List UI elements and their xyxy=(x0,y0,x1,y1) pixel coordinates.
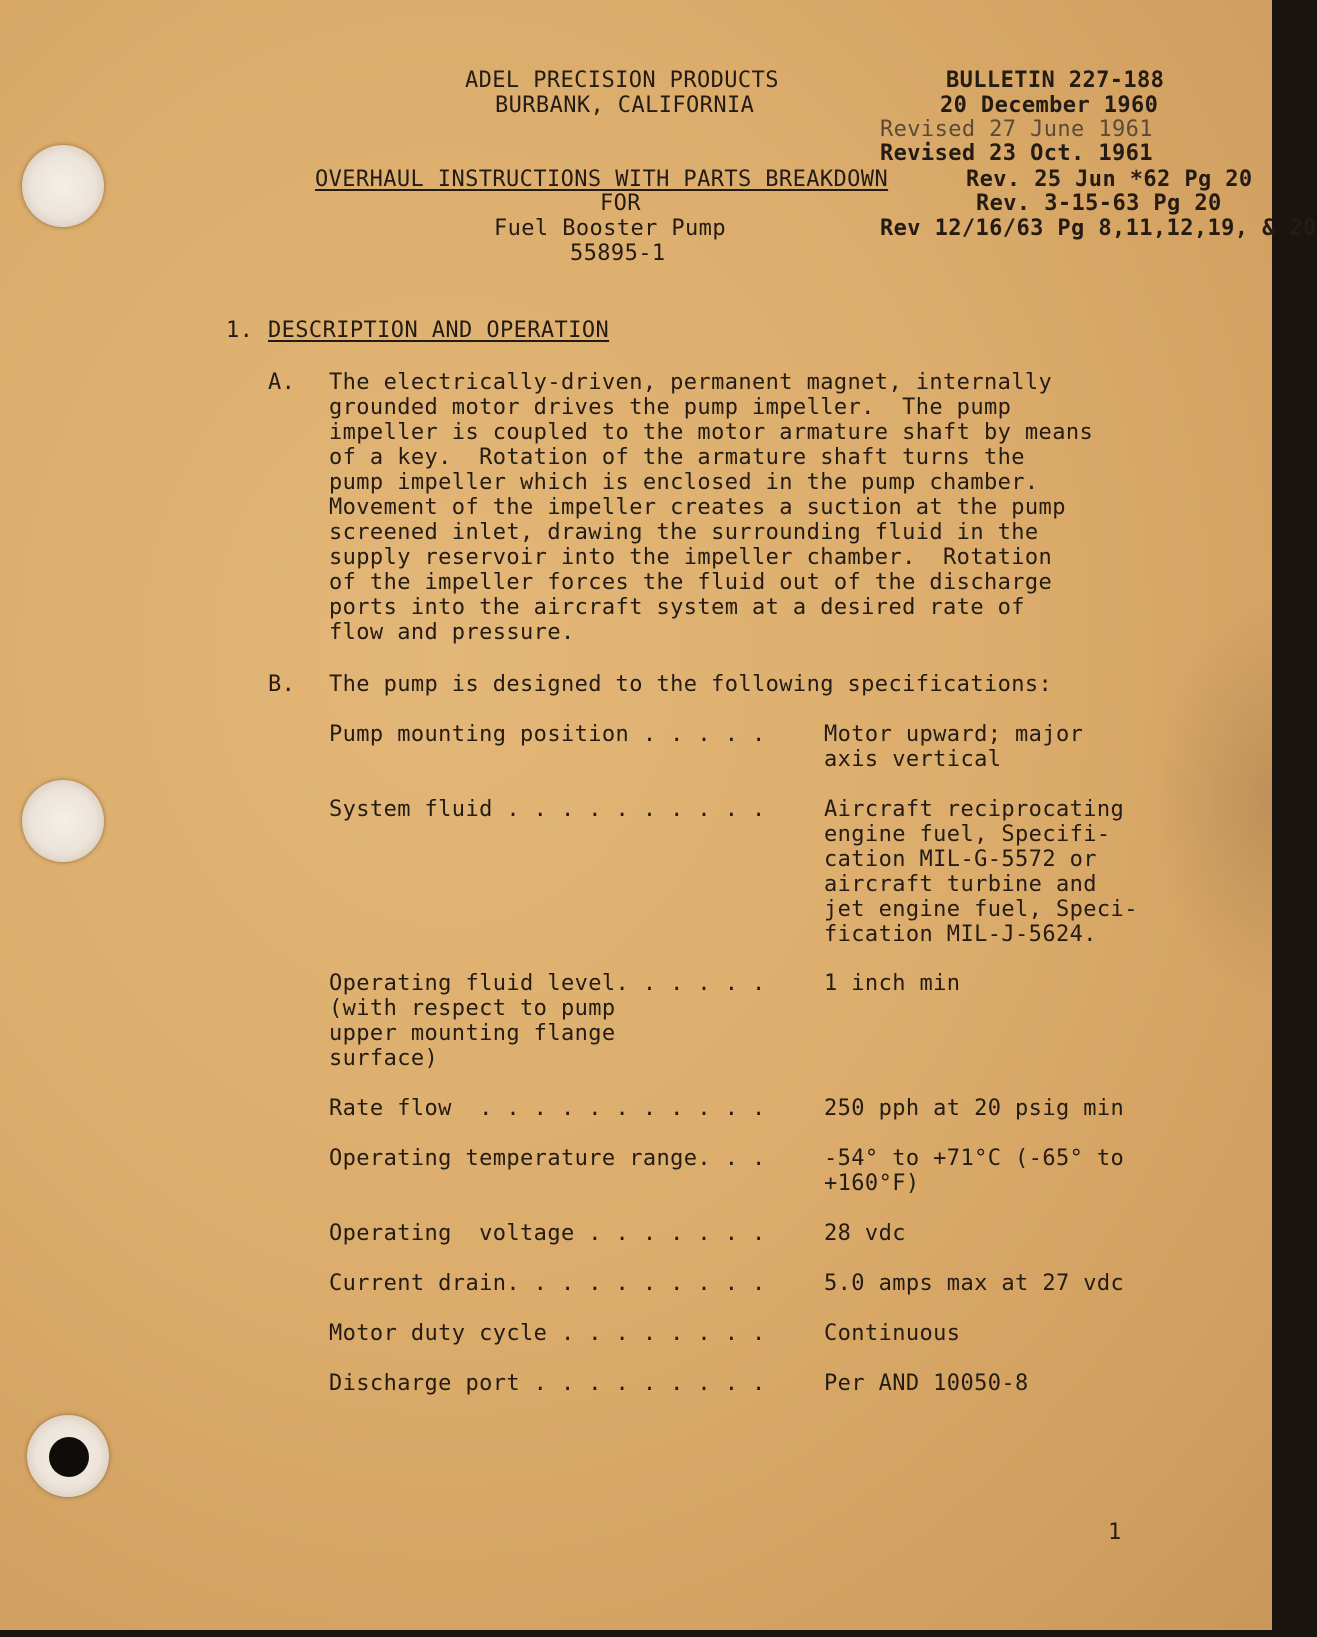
spec-value: aircraft turbine and xyxy=(824,872,1097,897)
paragraph-marker: B. xyxy=(268,672,296,697)
paragraph-line: of the impeller forces the fluid out of the discharge xyxy=(329,570,1053,595)
spec-label: surface) xyxy=(329,1046,439,1071)
spec-value: Motor upward; major xyxy=(824,722,1084,747)
spec-label: Rate flow . . . . . . . . . . . xyxy=(329,1096,766,1121)
paragraph-b-intro: The pump is designed to the following specifications: xyxy=(329,672,1053,697)
spec-label: Operating voltage . . . . . . . xyxy=(329,1221,766,1246)
spec-label: Pump mounting position . . . . . xyxy=(329,722,766,747)
revision-note: Revised 27 June 1961 xyxy=(880,117,1153,142)
paragraph-line: The electrically-driven, permanent magnet, internally xyxy=(329,370,1053,395)
paragraph-line: Movement of the impeller creates a suction at the pump xyxy=(329,495,1066,520)
document-title: OVERHAUL INSTRUCTIONS WITH PARTS BREAKDOWN xyxy=(315,167,889,192)
spec-value: -54° to +71°C (-65° to xyxy=(824,1146,1125,1171)
spec-value: Per AND 10050-8 xyxy=(824,1371,1029,1396)
spec-value: Aircraft reciprocating xyxy=(824,797,1125,822)
spec-value: engine fuel, Specifi- xyxy=(824,822,1111,847)
spec-label: Motor duty cycle . . . . . . . . xyxy=(329,1321,766,1346)
spec-label: Operating temperature range. . . xyxy=(329,1146,766,1171)
punch-hole xyxy=(22,145,104,227)
paragraph-line: grounded motor drives the pump impeller. The pump xyxy=(329,395,1012,420)
spec-label: System fluid . . . . . . . . . . xyxy=(329,797,766,822)
revision-note: Rev. 25 Jun *62 Pg 20 xyxy=(966,167,1253,192)
spec-value: +160°F) xyxy=(824,1171,920,1196)
bulletin-number: BULLETIN 227-188 xyxy=(946,68,1165,93)
spec-value: jet engine fuel, Speci- xyxy=(824,897,1138,922)
spec-label: Discharge port . . . . . . . . . xyxy=(329,1371,766,1396)
paragraph-line: pump impeller which is enclosed in the pump chamber. xyxy=(329,470,1039,495)
spec-value: 1 inch min xyxy=(824,971,961,996)
punch-hole xyxy=(22,780,104,862)
spec-value: 28 vdc xyxy=(824,1221,906,1246)
part-number: 55895-1 xyxy=(570,241,666,266)
company-name: ADEL PRECISION PRODUCTS xyxy=(465,68,779,93)
spec-value: fication MIL-J-5624. xyxy=(824,922,1097,947)
spec-value: 250 pph at 20 psig min xyxy=(824,1096,1125,1121)
section-number: 1. xyxy=(226,318,254,343)
paragraph-line: ports into the aircraft system at a desired rate of xyxy=(329,595,1025,620)
page-number: 1 xyxy=(1108,1520,1122,1545)
punch-hole xyxy=(27,1415,109,1497)
paragraph-line: of a key. Rotation of the armature shaft turns the xyxy=(329,445,1025,470)
spec-value: axis vertical xyxy=(824,747,1002,772)
title-for: FOR xyxy=(600,191,641,216)
paragraph-marker: A. xyxy=(268,370,296,395)
paragraph-line: supply reservoir into the impeller chamber. Rotation xyxy=(329,545,1053,570)
revision-note: Revised 23 Oct. 1961 xyxy=(880,141,1153,166)
bulletin-date: 20 December 1960 xyxy=(940,93,1159,118)
spec-value: 5.0 amps max at 27 vdc xyxy=(824,1271,1125,1296)
spec-label: (with respect to pump xyxy=(329,996,616,1021)
paragraph-a-body xyxy=(329,370,1209,645)
paragraph-line: screened inlet, drawing the surrounding fluid in the xyxy=(329,520,1039,545)
section-heading: DESCRIPTION AND OPERATION xyxy=(268,318,610,343)
product-name: Fuel Booster Pump xyxy=(494,216,726,241)
company-location: BURBANK, CALIFORNIA xyxy=(495,93,755,118)
paragraph-line: impeller is coupled to the motor armature shaft by means xyxy=(329,420,1094,445)
spec-label: upper mounting flange xyxy=(329,1021,616,1046)
paragraph-line: flow and pressure. xyxy=(329,620,575,645)
revision-note: Rev. 3-15-63 Pg 20 xyxy=(976,191,1222,216)
spec-label: Current drain. . . . . . . . . . xyxy=(329,1271,766,1296)
spec-value: cation MIL-G-5572 or xyxy=(824,847,1097,872)
revision-note: Rev 12/16/63 Pg 8,11,12,19, & 20 xyxy=(880,216,1317,241)
spec-value: Continuous xyxy=(824,1321,961,1346)
spec-label: Operating fluid level. . . . . . xyxy=(329,971,766,996)
